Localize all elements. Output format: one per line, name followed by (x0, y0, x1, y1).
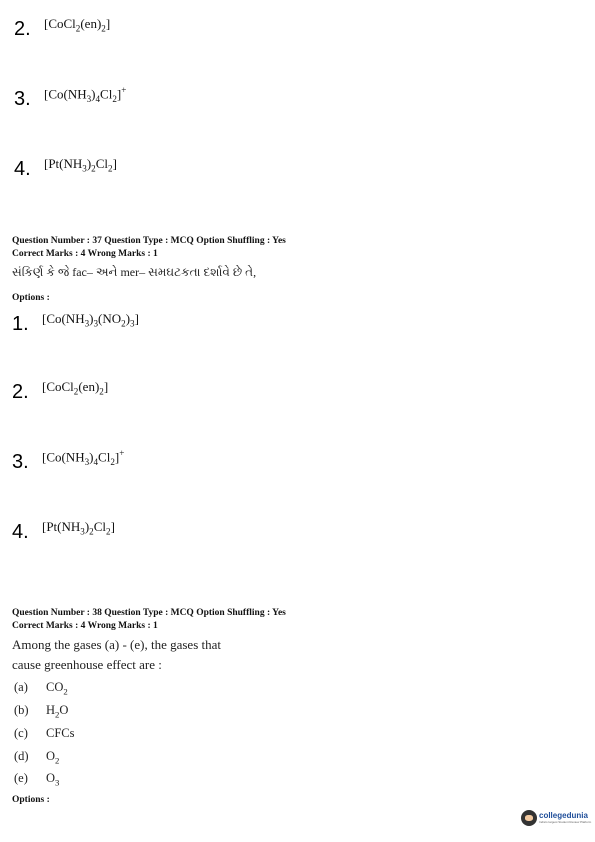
q38-item-e: (e) $O_3$ (14, 771, 60, 788)
option-formula: $[Pt(NH_3)_2Cl_2]$ (42, 519, 115, 537)
q38-options-label: Options : (12, 795, 50, 805)
option-formula: $[Pt(NH_3)_2Cl_2]$ (44, 156, 117, 174)
collegedunia-logo (521, 810, 591, 826)
q37-meta-line2: Correct Marks : 4 Wrong Marks : 1 (12, 249, 158, 259)
option-number: 4. (14, 158, 31, 180)
q37-question-text: સંકિર્ણ કે જે fac– અને mer– સમઘટકતા દર્શાવે છે તે, (12, 265, 257, 279)
option-number: 3. (14, 88, 31, 110)
q38-question-text-line1: Among the gases (a) - (e), the gases that (12, 637, 222, 652)
q37-option-3[interactable] (12, 447, 125, 474)
option-formula: $[Co(NH_3)_4Cl_2]^+$ (44, 84, 127, 104)
prev-option-4 (14, 158, 117, 181)
q38-item-a: (a) $CO_2$ (14, 680, 68, 697)
q37-option-1[interactable] (12, 313, 139, 336)
option-number: 4. (12, 521, 29, 543)
q38-meta-line2: Correct Marks : 4 Wrong Marks : 1 (12, 621, 158, 631)
q37-option-4[interactable] (12, 521, 115, 544)
prev-option-2 (14, 18, 110, 41)
option-formula: $[Co(NH_3)_4Cl_2]^+$ (42, 447, 125, 467)
mascot-icon (521, 810, 537, 826)
q38-item-b: (b) $H_2O$ (14, 703, 69, 720)
q37-meta-line1: Question Number : 37 Question Type : MCQ Option Shuffling : Yes (12, 236, 286, 246)
q37-option-2[interactable] (12, 381, 108, 404)
option-number: 1. (12, 313, 29, 335)
option-number: 3. (12, 451, 29, 473)
q37-options-label: Options : (12, 293, 50, 303)
prev-option-3 (14, 84, 127, 111)
q38-item-c: (c) CFCs (14, 726, 75, 740)
option-formula: $[Co(NH_3)_3(NO_2)_3]$ (42, 311, 139, 329)
q38-item-d: (d) $O_2$ (14, 749, 60, 766)
option-number: 2. (14, 18, 31, 40)
q38-question-text-line2: cause greenhouse effect are : (12, 657, 162, 672)
q38-meta-line1: Question Number : 38 Question Type : MCQ Option Shuffling : Yes (12, 608, 286, 618)
option-formula: $[CoCl_2(en)_2]$ (42, 379, 109, 397)
logo-text: collegedunia (539, 811, 588, 820)
option-number: 2. (12, 381, 29, 403)
logo-tagline: India's largest Student Review Platform (539, 820, 592, 824)
option-formula: $[CoCl_2(en)_2]$ (44, 16, 111, 34)
